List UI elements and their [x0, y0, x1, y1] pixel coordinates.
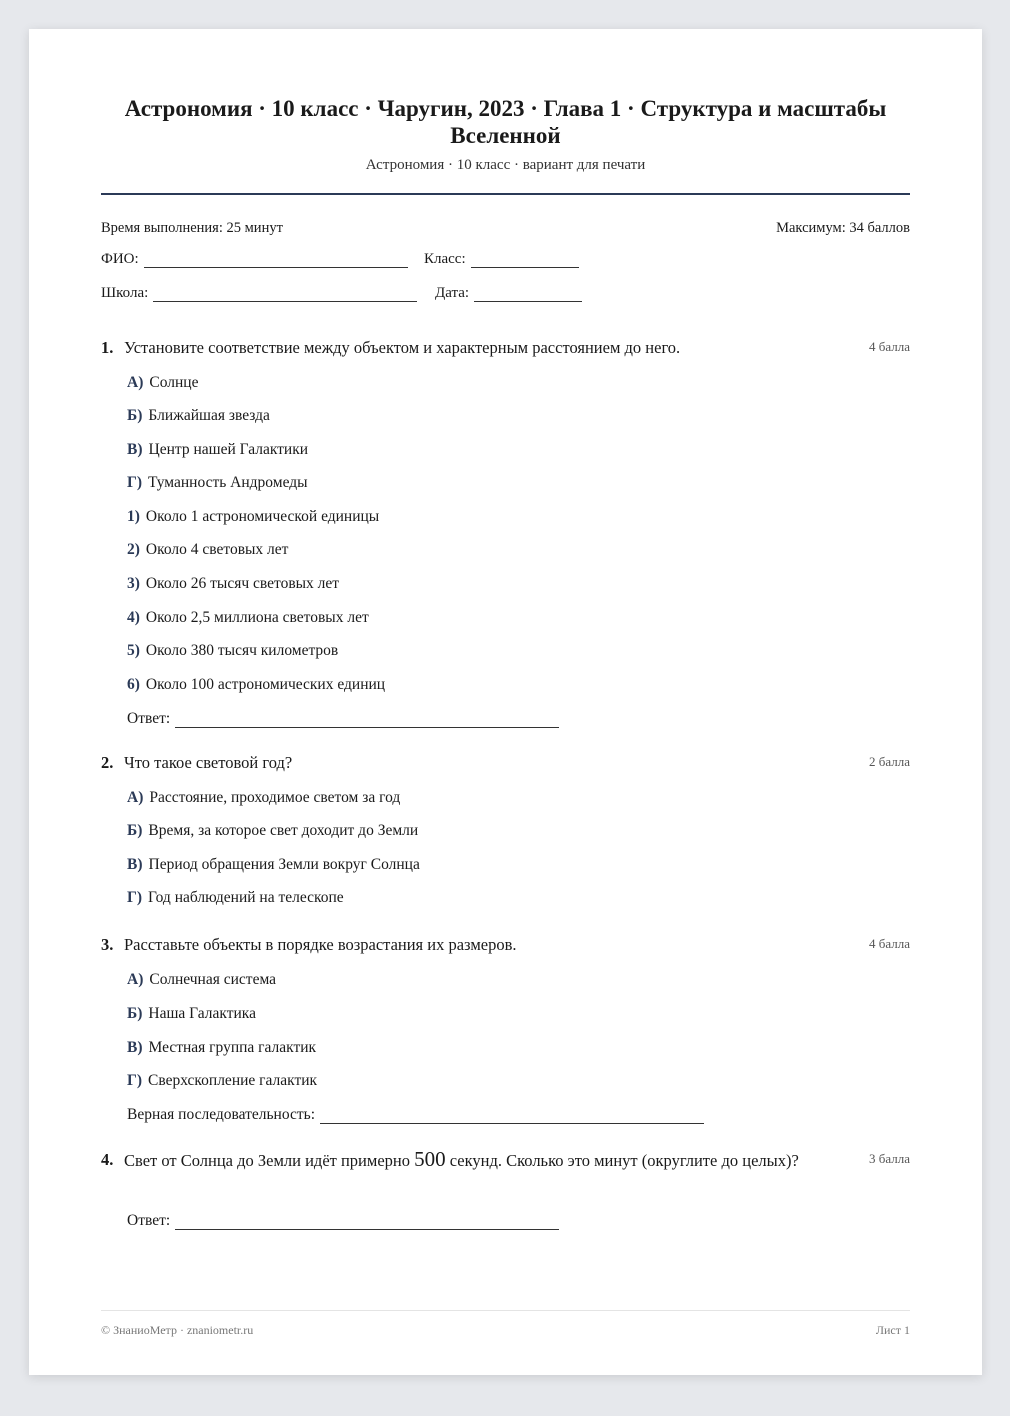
option-text: Время, за которое свет доходит до Земли	[148, 822, 419, 839]
option-item	[127, 676, 385, 694]
option-item	[127, 971, 276, 989]
option-label: Б)	[127, 822, 143, 839]
answer-input-line[interactable]	[175, 1214, 559, 1230]
class-label: Класс:	[424, 251, 466, 267]
option-item	[127, 374, 198, 392]
option-text: Около 26 тысяч световых лет	[145, 575, 340, 592]
option-item	[127, 889, 344, 907]
question-points: 4 балла	[869, 339, 910, 354]
question-3	[101, 931, 910, 1123]
date-label: Дата:	[435, 285, 470, 301]
name-input-line[interactable]	[144, 253, 408, 268]
page-title: Астрономия · 10 класс · Чаругин, 2023 · Глава 1 · Структура и масштабы Вселенной	[124, 96, 887, 148]
meta-row	[101, 220, 910, 237]
footer-copyright: © ЗнаниоМетр · znaniometr.ru	[101, 1323, 254, 1337]
option-text: Год наблюдений на телескопе	[148, 889, 344, 906]
question-number-value: 500	[414, 1147, 446, 1171]
option-item	[127, 1039, 316, 1057]
school-label: Школа:	[101, 285, 149, 301]
header-divider	[101, 193, 910, 195]
question-text-end: секунд. Сколько это минут (округлите до целых)?	[449, 1151, 799, 1170]
option-label: Б)	[127, 407, 143, 424]
question-text: Расставьте объекты в порядке возрастания их размеров.	[124, 935, 517, 954]
option-item	[127, 407, 270, 425]
date-input-line[interactable]	[474, 287, 582, 302]
name-field[interactable]	[101, 251, 408, 268]
footer-divider	[101, 1310, 910, 1311]
max-score: Максимум: 34 баллов	[776, 220, 910, 236]
class-field[interactable]	[424, 251, 579, 268]
time-limit: Время выполнения: 25 минут	[101, 220, 283, 236]
option-item	[127, 474, 308, 492]
question-points: 3 балла	[869, 1151, 910, 1166]
answer-label: Верная последовательность:	[127, 1106, 316, 1123]
option-label: В)	[127, 1039, 143, 1056]
option-label: А)	[127, 374, 144, 391]
option-text: Период обращения Земли вокруг Солнца	[148, 856, 420, 873]
answer-field[interactable]	[127, 710, 559, 728]
question-header	[101, 334, 910, 361]
option-text: Около 2,5 миллиона световых лет	[145, 609, 369, 626]
date-field[interactable]	[435, 285, 582, 302]
option-label: 5)	[127, 642, 140, 659]
option-item	[127, 642, 338, 660]
question-header	[101, 749, 910, 776]
option-item	[127, 575, 339, 593]
school-input-line[interactable]	[153, 287, 417, 302]
question-number: 4.	[101, 1150, 114, 1169]
option-label: В)	[127, 856, 143, 873]
answer-input-line[interactable]	[175, 712, 559, 728]
option-item	[127, 508, 379, 526]
question-points: 4 балла	[869, 936, 910, 951]
answer-label: Ответ:	[127, 1212, 171, 1229]
question-header	[101, 931, 910, 958]
question-number: 1.	[101, 338, 114, 357]
question-points: 2 балла	[869, 754, 910, 769]
option-item	[127, 822, 418, 840]
option-label: Б)	[127, 1005, 143, 1022]
option-item	[127, 541, 288, 559]
option-label: 6)	[127, 676, 140, 693]
answer-input-line[interactable]	[320, 1108, 704, 1124]
option-item	[127, 789, 400, 807]
option-text: Местная группа галактик	[148, 1039, 317, 1056]
question-2	[101, 749, 910, 906]
option-label: 3)	[127, 575, 140, 592]
option-label: А)	[127, 789, 144, 806]
page-subtitle: Астрономия · 10 класс · вариант для печати	[365, 157, 646, 173]
school-field[interactable]	[101, 285, 417, 302]
footer	[101, 1323, 910, 1338]
option-text: Солнце	[149, 374, 199, 391]
option-label: В)	[127, 441, 143, 458]
sequence-answer-field[interactable]	[127, 1106, 704, 1124]
page-content	[101, 29, 910, 1375]
option-text: Центр нашей Галактики	[148, 441, 309, 458]
name-label: ФИО:	[101, 251, 139, 267]
option-text: Наша Галактика	[148, 1005, 256, 1022]
question-text-start: Свет от Солнца до Земли идёт примерно	[124, 1151, 410, 1170]
option-text: Солнечная система	[149, 971, 277, 988]
option-text: Расстояние, проходимое светом за год	[149, 789, 401, 806]
answer-field[interactable]	[127, 1212, 559, 1230]
worksheet-page	[29, 29, 982, 1375]
option-label: Г)	[127, 1072, 143, 1089]
option-label: Г)	[127, 474, 143, 491]
option-label: А)	[127, 971, 144, 988]
option-item	[127, 1005, 256, 1023]
question-header	[101, 1146, 910, 1174]
question-number: 3.	[101, 935, 114, 954]
option-label: Г)	[127, 889, 143, 906]
option-text: Сверхскопление галактик	[148, 1072, 318, 1089]
option-label: 4)	[127, 609, 140, 626]
option-text: Около 100 астрономических единиц	[145, 676, 386, 693]
option-label: 1)	[127, 508, 140, 525]
answer-label: Ответ:	[127, 710, 171, 727]
option-label: 2)	[127, 541, 140, 558]
question-text: Что такое световой год?	[124, 753, 293, 772]
option-item	[127, 856, 420, 874]
question-1	[101, 334, 910, 727]
option-text: Туманность Андромеды	[148, 474, 308, 491]
option-item	[127, 1072, 317, 1090]
option-text: Около 1 астрономической единицы	[145, 508, 380, 525]
option-text: Около 4 световых лет	[145, 541, 289, 558]
option-item	[127, 441, 308, 459]
question-text: Установите соответствие между объектом и характерным расстоянием до него.	[124, 338, 681, 357]
option-text: Ближайшая звезда	[148, 407, 270, 424]
option-item	[127, 609, 369, 627]
footer-page-number: Лист 1	[875, 1323, 910, 1337]
option-text: Около 380 тысяч километров	[145, 642, 339, 659]
question-number: 2.	[101, 753, 114, 772]
class-input-line[interactable]	[471, 253, 579, 268]
question-4	[101, 1146, 910, 1229]
